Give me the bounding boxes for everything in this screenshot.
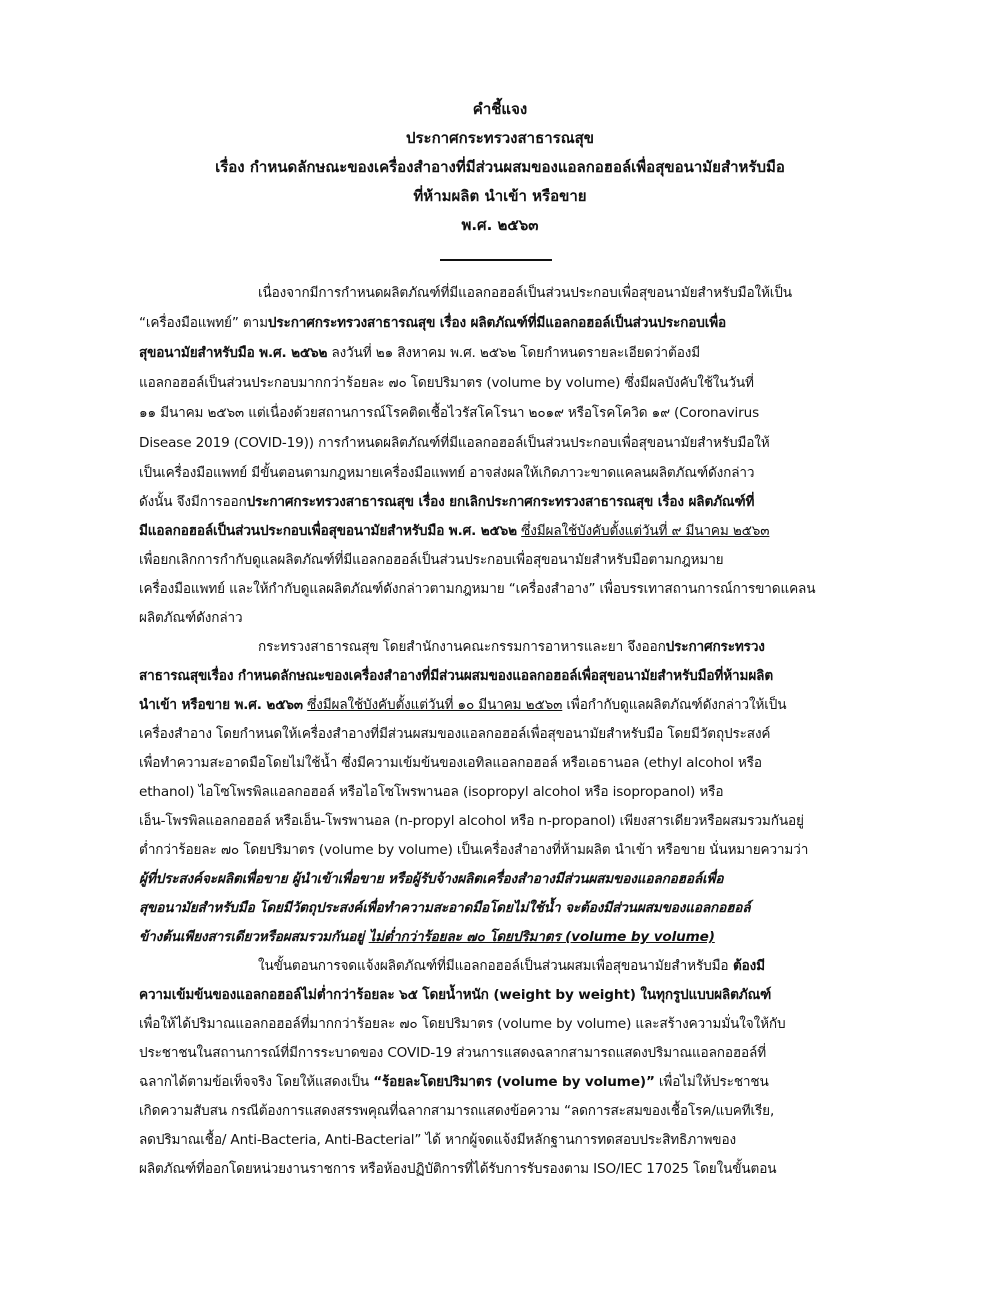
bold-text-run: ประกาศกระทรวงสาธารณสุข เรื่อง ผลิตภัณฑ์ที่มีแอลกอฮอล์เป็นส่วนประกอบเพื่อ: [267, 315, 727, 331]
paragraph-line: [258, 637, 765, 657]
paragraph-line: สุขอนามัยสำหรับมือ โดยมีวัตถุประสงค์เพื่อทำความสะอาดมือโดยไม่ใช้น้ำ จะต้องมีส่วนผสมของแอลกอฮอล์: [139, 900, 751, 916]
underlined-text-run: ซึ่งมีผลใช้บังคับตั้งแต่วันที่ ๑๐ มีนาคม ๒๕๖๓: [307, 697, 563, 713]
paragraph-line: [139, 492, 754, 512]
paragraph-line: [139, 521, 769, 541]
bold-text-run: ประกาศกระทรวงสาธารณสุข เรื่อง ยกเลิกประกาศกระทรวงสาธารณสุข เรื่อง ผลิตภัณฑ์ที่: [246, 494, 755, 510]
paragraph-line: [139, 1072, 769, 1092]
paragraph-line: เครื่องมือแพทย์ และให้กำกับดูแลผลิตภัณฑ์ดังกล่าวตามกฎหมาย “เครื่องสำอาง” เพื่อบรรเทาสถานการณ์การขาดแคลน: [139, 581, 816, 597]
paragraph-line: ลดปริมาณเชื้อ/ Anti-Bacteria, Anti-Bacterial” ได้ หากผู้จดแจ้งมีหลักฐานการทดสอบประสิทธิภาพของ: [139, 1132, 736, 1148]
paragraph-line: แอลกอฮอล์เป็นส่วนประกอบมากกว่าร้อยละ ๗๐ โดยปริมาตร (volume by volume) ซึ่งมีผลบังคับใช้ในวันที่: [139, 375, 754, 391]
title-divider: [440, 259, 552, 261]
text-run: กระทรวงสาธารณสุข โดยสำนักงานคณะกรรมการอาหารและยา จึงออก: [258, 639, 666, 655]
paragraph-line: ต่ำกว่าร้อยละ ๗๐ โดยปริมาตร (volume by volume) เป็นเครื่องสำอางที่ห้ามผลิต นำเข้า หรือขาย นั่นหมายความว่า: [139, 842, 809, 858]
paragraph-line: สาธารณสุขเรื่อง กำหนดลักษณะของเครื่องสำอางที่มีส่วนผสมของแอลกอฮอล์เพื่อสุขอนามัยสำหรับมือที่ห้ามผลิต: [139, 668, 773, 684]
underlined-text-run: ซึ่งมีผลใช้บังคับตั้งแต่วันที่ ๙ มีนาคม ๒๕๖๓: [521, 523, 770, 539]
text-run: เพื่อไม่ให้ประชาชน: [654, 1074, 769, 1090]
paragraph-line: ผลิตภัณฑ์ดังกล่าว: [139, 610, 243, 626]
paragraph-line: เครื่องสำอาง โดยกำหนดให้เครื่องสำอางที่มีส่วนผสมของแอลกอฮอล์เพื่อสุขอนามัยสำหรับมือ โดยมีวัตถุประสงค์: [139, 726, 771, 742]
bold-text-run: มีแอลกอฮอล์เป็นส่วนประกอบเพื่อสุขอนามัยสำหรับมือ พ.ศ. ๒๕๖๒: [139, 523, 517, 539]
paragraph-line: เกิดความสับสน กรณีต้องการแสดงสรรพคุณที่ฉลากสามารถแสดงข้อความ “ลดการสะสมของเชื้อโรค/แบคทีเรีย,: [139, 1103, 775, 1119]
bold-text-run: “ร้อยละโดยปริมาตร (volume by volume)”: [373, 1074, 655, 1090]
paragraph-line: Disease 2019 (COVID-19)) การกำหนดผลิตภัณฑ์ที่มีแอลกอฮอล์เป็นส่วนประกอบเพื่อสุขอนามัยสำหรับมือให้: [139, 435, 770, 451]
text-run: เพื่อกำกับดูแลผลิตภัณฑ์ดังกล่าวให้เป็น: [562, 697, 787, 713]
paragraph-line: [139, 695, 786, 715]
doc-title: คำชี้แจง: [472, 100, 528, 118]
bold-text-run: สุขอนามัยสำหรับมือ พ.ศ. ๒๕๖๒: [139, 345, 328, 361]
paragraph-line: เป็นเครื่องมือแพทย์ มีขั้นตอนตามกฎหมายเครื่องมือแพทย์ อาจส่งผลให้เกิดภาวะขาดแคลนผลิตภัณฑ์ดังกล่าว: [139, 465, 755, 481]
subject-line-2: ที่ห้ามผลิต นำเข้า หรือขาย: [413, 187, 587, 205]
paragraph-line: ผลิตภัณฑ์ที่ออกโดยหน่วยงานราชการ หรือห้องปฏิบัติการที่ได้รับการรับรองตาม ISO/IEC 17025 โดยในขั้นตอน: [139, 1161, 777, 1177]
paragraph-line: ความเข้มข้นของแอลกอฮอล์ไม่ต่ำกว่าร้อยละ ๖๕ โดยน้ำหนัก (weight by weight) ในทุกรูปแบบผลิตภัณฑ์: [139, 987, 772, 1003]
subject-line: เรื่อง กำหนดลักษณะของเครื่องสำอางที่มีส่วนผสมของแอลกอฮอล์เพื่อสุขอนามัยสำหรับมือ: [215, 158, 785, 176]
paragraph-line: ethanol) ไอโซโพรพิลแอลกอฮอล์ หรือไอโซโพรพานอล (isopropyl alcohol หรือ isopropanol) หรือ: [139, 784, 724, 800]
bold-italic-text-run: ข้างต้นเพียงสารเดียวหรือผสมรวมกันอยู่: [139, 929, 365, 945]
bold-text-run: ประกาศกระทรวง: [665, 639, 765, 655]
paragraph-line: เพื่อทำความสะอาดมือโดยไม่ใช้น้ำ ซึ่งมีความเข้มข้นของเอทิลแอลกอฮอล์ หรือเอธานอล (ethyl alcohol หรือ: [139, 755, 762, 771]
paragraph-line: เอ็น-โพรพิลแอลกอฮอล์ หรือเอ็น-โพรพานอล (n-propyl alcohol หรือ n-propanol) เพียงสารเดียวหรือผสมรวมกันอยู่: [139, 813, 804, 829]
paragraph-line: ประชาชนในสถานการณ์ที่มีการระบาดของ COVID-19 ส่วนการแสดงฉลากสามารถแสดงปริมาณแอลกอฮอล์ที่: [139, 1045, 767, 1061]
paragraph-line: [258, 956, 765, 976]
paragraph-line: ผู้ที่ประสงค์จะผลิตเพื่อขาย ผู้นำเข้าเพื่อขาย หรือผู้รับจ้างผลิตเครื่องสำอางมีส่วนผสมของแอลกอฮอล์เพื่อ: [139, 871, 724, 887]
paragraph-line: [139, 313, 726, 333]
text-run: ในขั้นตอนการจดแจ้งผลิตภัณฑ์ที่มีแอลกอฮอล์เป็นส่วนผสมเพื่อสุขอนามัยสำหรับมือ: [258, 958, 729, 974]
paragraph-line: เนื่องจากมีการกำหนดผลิตภัณฑ์ที่มีแอลกอฮอล์เป็นส่วนประกอบเพื่อสุขอนามัยสำหรับมือให้เป็น: [258, 285, 792, 301]
bold-text-run: นำเข้า หรือขาย พ.ศ. ๒๕๖๓: [139, 697, 303, 713]
text-run: ลงวันที่ ๒๑ สิงหาคม พ.ศ. ๒๕๖๒ โดยกำหนดรายละเอียดว่าต้องมี: [327, 345, 701, 361]
paragraph-line: ๑๑ มีนาคม ๒๕๖๓ แต่เนื่องด้วยสถานการณ์โรคติดเชื้อไวรัสโคโรนา ๒๐๑๙ หรือโรคโควิด ๑๙ (Coronavirus: [139, 405, 760, 421]
text-run: ดังนั้น จึงมีการออก: [139, 494, 247, 510]
bold-text-run: ต้องมี: [728, 958, 765, 974]
paragraph-line: [139, 343, 700, 363]
paragraph-line: เพื่อให้ได้ปริมาณแอลกอฮอล์ที่มากกว่าร้อยละ ๗๐ โดยปริมาตร (volume by volume) และสร้างความมั่นใจให้กับ: [139, 1016, 786, 1032]
announcement-title: ประกาศกระทรวงสาธารณสุข: [405, 129, 595, 147]
text-run: ฉลากได้ตามข้อเท็จจริง โดยให้แสดงเป็น: [139, 1074, 374, 1090]
year-line: พ.ศ. ๒๕๖๓: [461, 216, 539, 234]
paragraph-line: [139, 927, 715, 947]
paragraph-line: เพื่อยกเลิกการกำกับดูแลผลิตภัณฑ์ที่มีแอลกอฮอล์เป็นส่วนประกอบเพื่อสุขอนามัยสำหรับมือตามกฎหมาย: [139, 552, 724, 568]
text-run: “เครื่องมือแพทย์” ตาม: [139, 315, 268, 331]
underlined-text-run: ไม่ต่ำกว่าร้อยละ ๗๐ โดยปริมาตร (volume by volume): [368, 929, 715, 945]
